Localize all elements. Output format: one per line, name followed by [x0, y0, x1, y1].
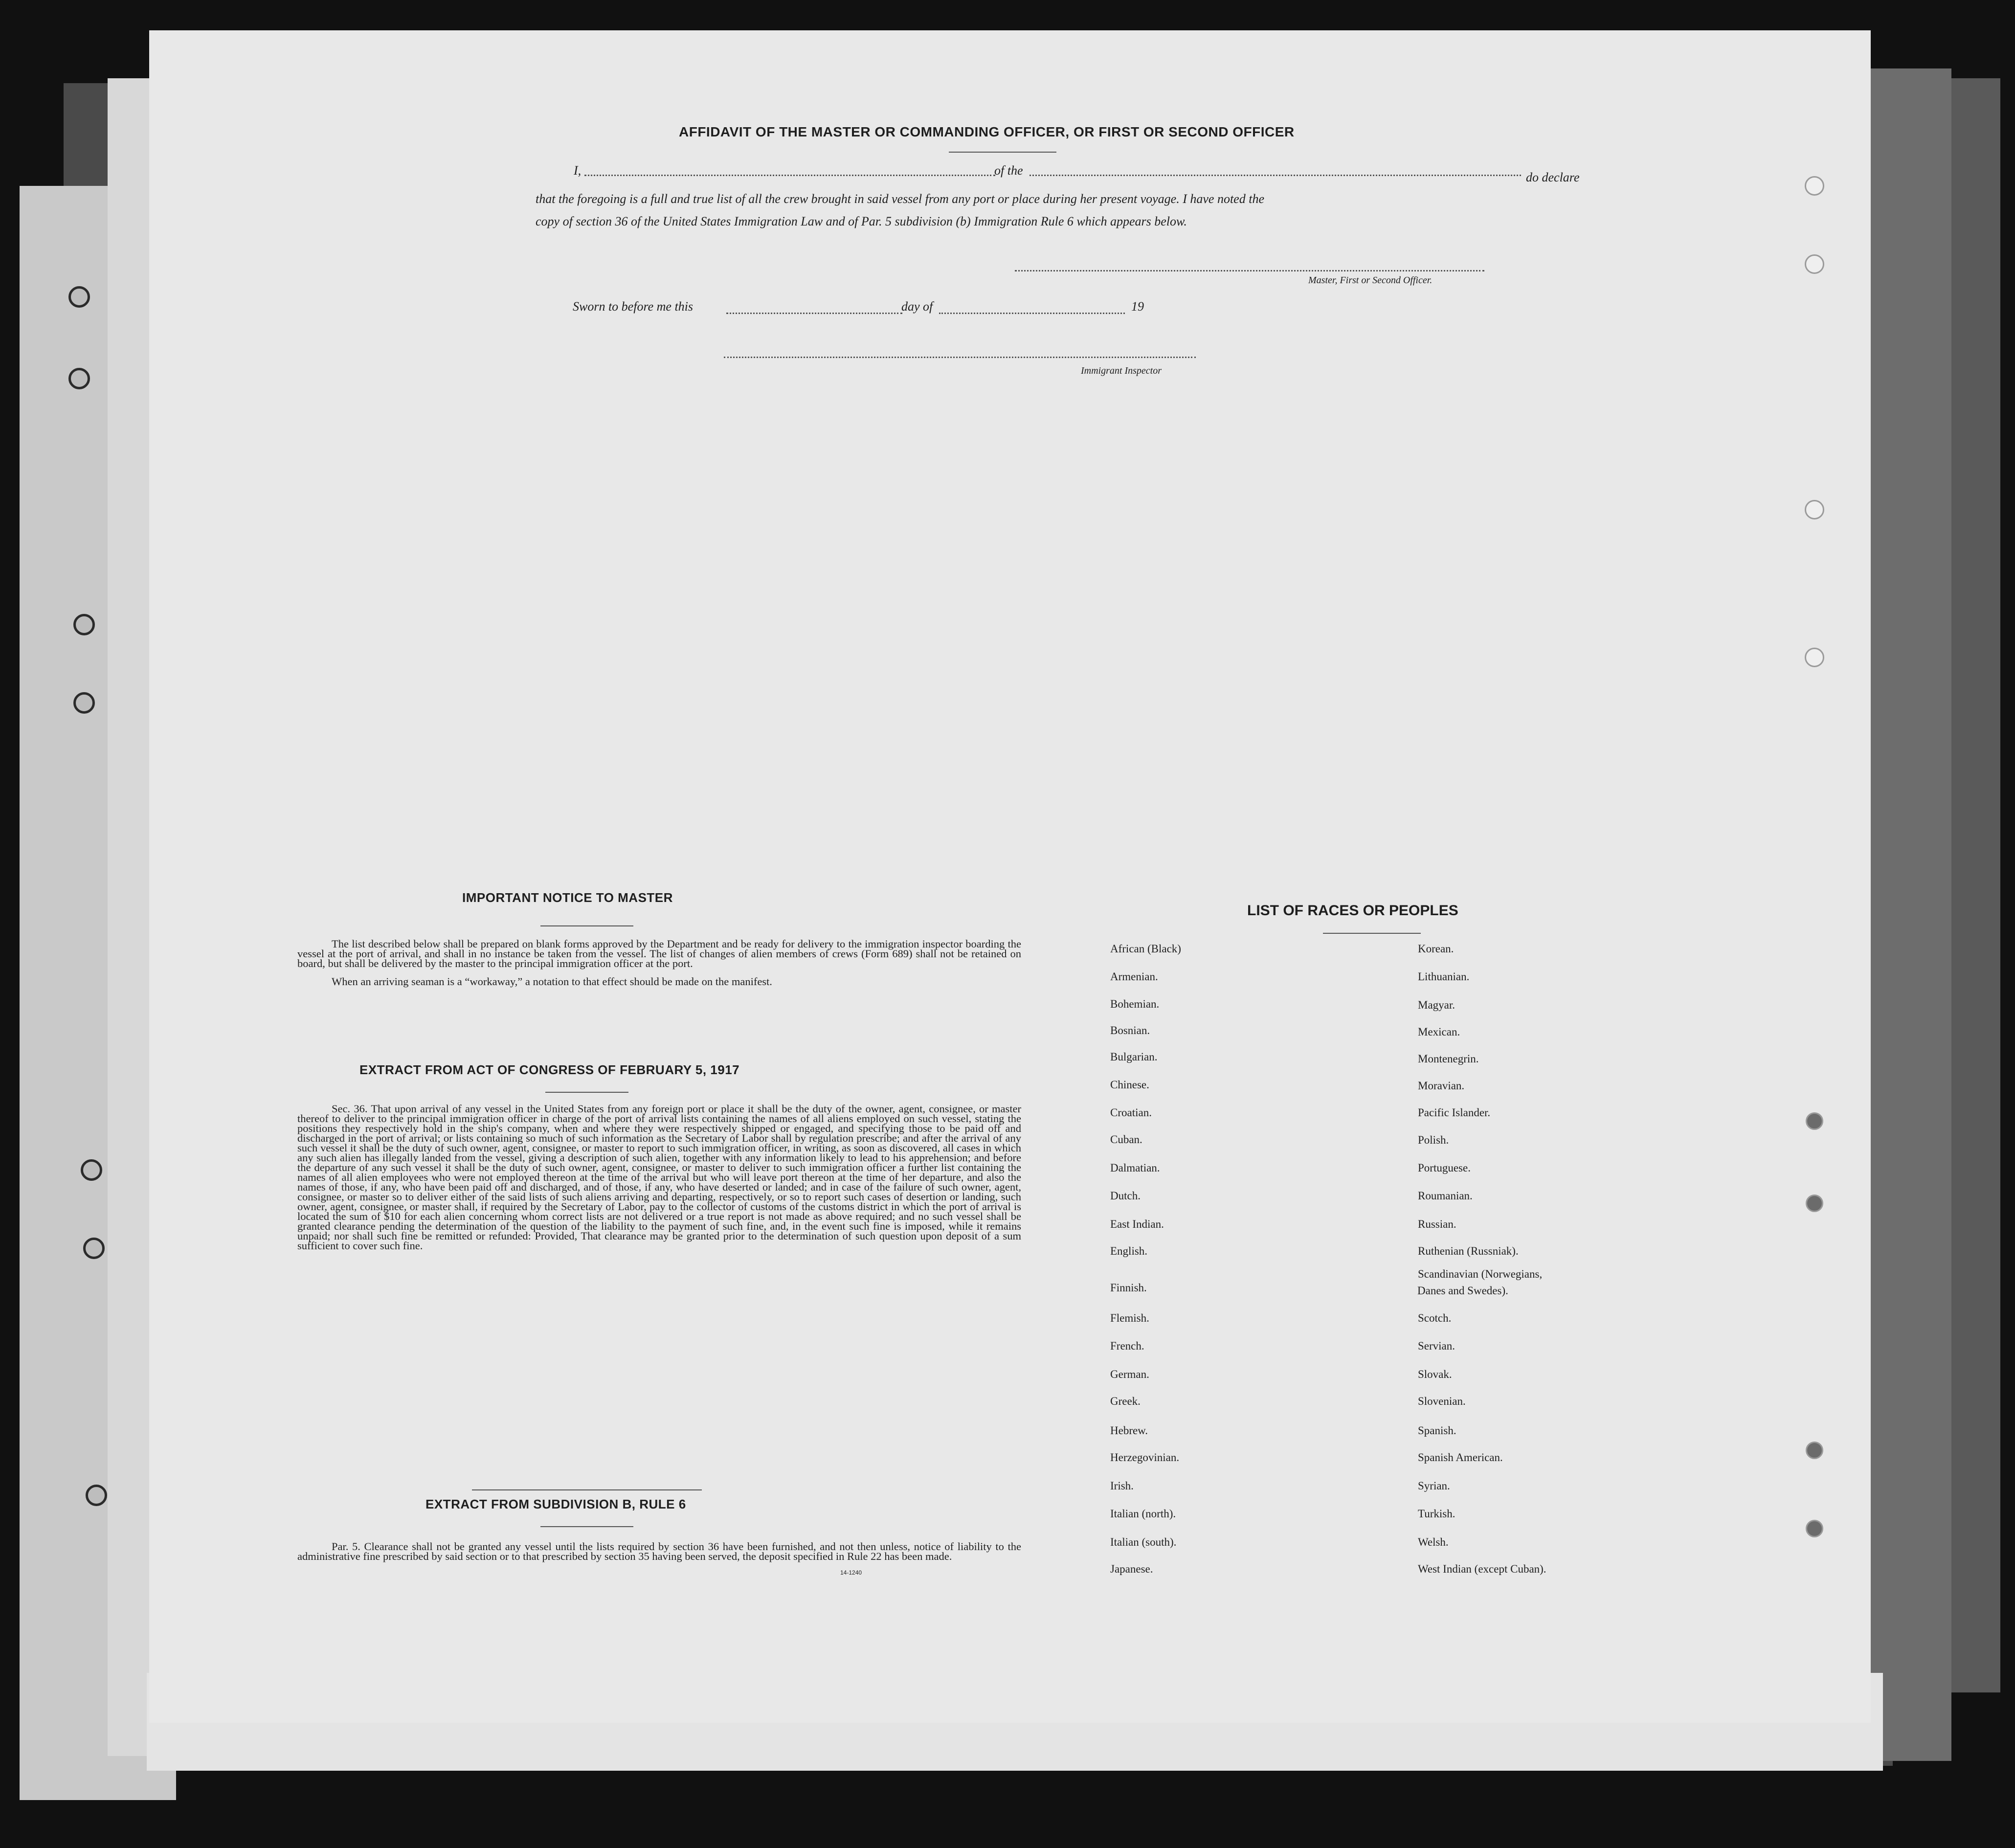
race-item: French. [1110, 1340, 1144, 1352]
rule-extract-heading: EXTRACT FROM SUBDIVISION B, RULE 6 [425, 1497, 686, 1511]
name-blank [584, 175, 995, 176]
affidavit-declare-label: do declare [1526, 170, 1580, 184]
punch-hole [68, 368, 90, 389]
race-item: Servian. [1418, 1340, 1455, 1352]
race-item: Hebrew. [1110, 1424, 1148, 1437]
sheet-edge-right [1863, 68, 1951, 1761]
race-item: Magyar. [1418, 999, 1455, 1011]
punch-hole [81, 1159, 102, 1181]
race-item: Welsh. [1418, 1536, 1449, 1548]
punch-hole [73, 692, 95, 714]
race-item: Syrian. [1418, 1480, 1450, 1492]
affidavit-of-the-label: of the [994, 163, 1023, 178]
heading-rule [540, 925, 633, 926]
heading-rule [472, 1489, 702, 1490]
punch-hole [1805, 648, 1824, 667]
punch-hole [73, 614, 95, 635]
race-item: Montenegrin. [1418, 1053, 1479, 1065]
race-item: Dutch. [1110, 1190, 1141, 1202]
year-label: 19 [1131, 299, 1144, 314]
race-item: African (Black) [1110, 943, 1181, 955]
sworn-month-blank [939, 313, 1125, 314]
inspector-caption: Immigrant Inspector [1081, 365, 1162, 376]
race-item: Cuban. [1110, 1133, 1142, 1146]
punch-hole [86, 1485, 107, 1506]
punch-hole [1805, 254, 1824, 274]
race-item: Slovak. [1418, 1368, 1452, 1380]
race-item: Korean. [1418, 943, 1454, 955]
race-item: Irish. [1110, 1480, 1134, 1492]
heading-rule [1323, 933, 1421, 934]
race-item: Armenian. [1110, 970, 1158, 983]
race-item: Chinese. [1110, 1079, 1149, 1091]
heading-rule [949, 152, 1056, 153]
affidavit-heading: AFFIDAVIT OF THE MASTER OR COMMANDING OFFICER, OR FIRST OR SECOND OFFICER [679, 124, 1295, 139]
race-item: Portuguese. [1418, 1162, 1471, 1174]
race-item: Turkish. [1418, 1508, 1455, 1520]
document-page [149, 30, 1871, 1723]
race-item: West Indian (except Cuban). [1418, 1563, 1546, 1575]
sec-body: That upon arrival of any vessel in the United States from any foreign port or place it shall be the duty of the owner, agent, consignee, or master thereof to deliver to the principal immigration officer in charge of the port of arrival lists containing the names of all aliens employed on such vessel, stating the positions they respectively hold in the ship's company, when and where they were respectively shipped or engaged, and specifying those to be paid off and discharged in the port of arrival; or lists containing so much of such information as the Secretary of Labor shall by regulation prescribe; and after the arrival of any such vessel it shall be the duty of such owner, agent, consignee, or master to report to such immigration officer, in writing, as soon as discovered, all cases in which any such alien has illegally landed from the vessel, giving a description of such alien, together with any information likely to lead to his apprehension; and before the departure of any such vessel it shall be the duty of such owner, agent, consignee, or master to deliver to such immigration officer a further list containing the names of all alien employees who were not employed thereon at the time of the arrival but who will leave port thereon at the time of her departure, and also the names of those, if any, who have been paid off and discharged, and of those, if any, who have deserted or landed; and in case of the failure of such owner, agent, consignee, or master so to deliver either of the said lists of such aliens arriving and departing, respectively, or so to report such cases of desertion or landing, such owner, agent, consignee, or master shall, if required by the Secretary of Labor, pay to the collector of customs of the customs district in which the port of arrival is located the sum of $10 for each alien concerning whom correct lists are not delivered or a true report is not made as above required; and no such vessel shall be granted clearance pending the determination of the question of the liability to the payment of such fine, and, in the event such fine is imposed, while it remains unpaid; nor shall such fine be remitted or refunded: Provided, That clearance may be granted prior to the determination of such question upon deposit of a sum sufficient to cover such fine. [297, 1103, 1022, 1252]
race-item: Herzegovinian. [1110, 1451, 1180, 1464]
race-item: Mexican. [1418, 1026, 1460, 1038]
race-item: German. [1110, 1368, 1149, 1380]
punch-hole [1806, 1112, 1823, 1130]
act-extract-heading: EXTRACT FROM ACT OF CONGRESS OF FEBRUARY 5, 1917 [359, 1062, 740, 1077]
race-item: Bosnian. [1110, 1024, 1150, 1037]
race-item: English. [1110, 1245, 1148, 1257]
punch-hole [1805, 500, 1824, 519]
vessel-blank [1030, 175, 1521, 176]
heading-rule [545, 1092, 628, 1093]
sworn-day-blank [726, 313, 902, 314]
punch-hole [1805, 176, 1824, 196]
race-item: Moravian. [1418, 1080, 1465, 1092]
race-item: Lithuanian. [1418, 970, 1470, 983]
race-item: Greek. [1110, 1395, 1141, 1407]
race-item: Roumanian. [1418, 1190, 1473, 1202]
master-signature-caption: Master, First or Second Officer. [1308, 275, 1433, 286]
race-item: Finnish. [1110, 1282, 1147, 1294]
race-item: Japanese. [1110, 1563, 1153, 1575]
punch-hole [1806, 1442, 1823, 1459]
act-extract-body [297, 1104, 1021, 1251]
sec-label: Sec. 36. [332, 1103, 368, 1115]
sworn-label: Sworn to before me this [573, 299, 694, 314]
day-of-label: day of [901, 299, 933, 314]
form-number: 14-1240 [840, 1569, 862, 1576]
race-item: Italian (south). [1110, 1536, 1177, 1548]
race-item: Croatian. [1110, 1106, 1152, 1119]
affidavit-i-label: I, [574, 163, 582, 178]
race-item: Ruthenian (Russniak). [1418, 1245, 1519, 1257]
notice-paragraph: The list described below shall be prepared on blank forms approved by the Department and be ready for delivery to the immigration inspector boarding the vessel at the port of arrival, and shall in no instance be taken from the vessel. The list of changes of alien members of crews (Form 689) shall not be retained on board, but shall be delivered by the master to the principal immigration officer at the port. [297, 938, 1021, 969]
punch-hole [83, 1238, 105, 1259]
race-item: Slovenian. [1418, 1395, 1466, 1407]
race-item: Danes and Swedes). [1417, 1285, 1508, 1297]
race-item: Spanish American. [1418, 1451, 1503, 1464]
master-signature-blank [1015, 270, 1484, 271]
races-heading: LIST OF RACES OR PEOPLES [1247, 902, 1458, 919]
race-item: Italian (north). [1110, 1508, 1176, 1520]
race-item: Polish. [1418, 1134, 1449, 1146]
punch-hole [68, 286, 90, 308]
race-item: Flemish. [1110, 1312, 1149, 1324]
rule-extract-body: Par. 5. Clearance shall not be granted any vessel until the lists required by section 36 have been furnished, and not then unless, notice of liability to the administrative fine prescribed by said section or to that prescribed by section 35 having been served, the deposit specified in Rule 22 has been made. [297, 1540, 1021, 1562]
affidavit-statement-line2: copy of section 36 of the United States Immigration Law and of Par. 5 subdivision (b) Immigration Rule 6 which appears below. [536, 214, 1187, 228]
notice-paragraph-2: When an arriving seaman is a “workaway,” a notation to that effect should be made on the manifest. [332, 975, 772, 988]
race-item: Dalmatian. [1110, 1162, 1160, 1174]
race-item: Bohemian. [1110, 998, 1160, 1010]
affidavit-statement-line1: that the foregoing is a full and true list of all the crew brought in said vessel from any port or place during her present voyage. I have noted the [536, 192, 1264, 206]
race-item: Scotch. [1418, 1312, 1452, 1324]
race-item: Pacific Islander. [1418, 1106, 1491, 1119]
race-item: Scandinavian (Norwegians, [1418, 1268, 1543, 1280]
race-item: Russian. [1418, 1218, 1456, 1230]
notice-heading: IMPORTANT NOTICE TO MASTER [462, 890, 673, 905]
inspector-signature-blank [724, 357, 1196, 358]
heading-rule [540, 1526, 633, 1527]
punch-hole [1806, 1520, 1823, 1537]
race-item: East Indian. [1110, 1218, 1164, 1230]
race-item: Bulgarian. [1110, 1051, 1158, 1063]
race-item: Spanish. [1418, 1424, 1456, 1437]
punch-hole [1806, 1194, 1823, 1212]
